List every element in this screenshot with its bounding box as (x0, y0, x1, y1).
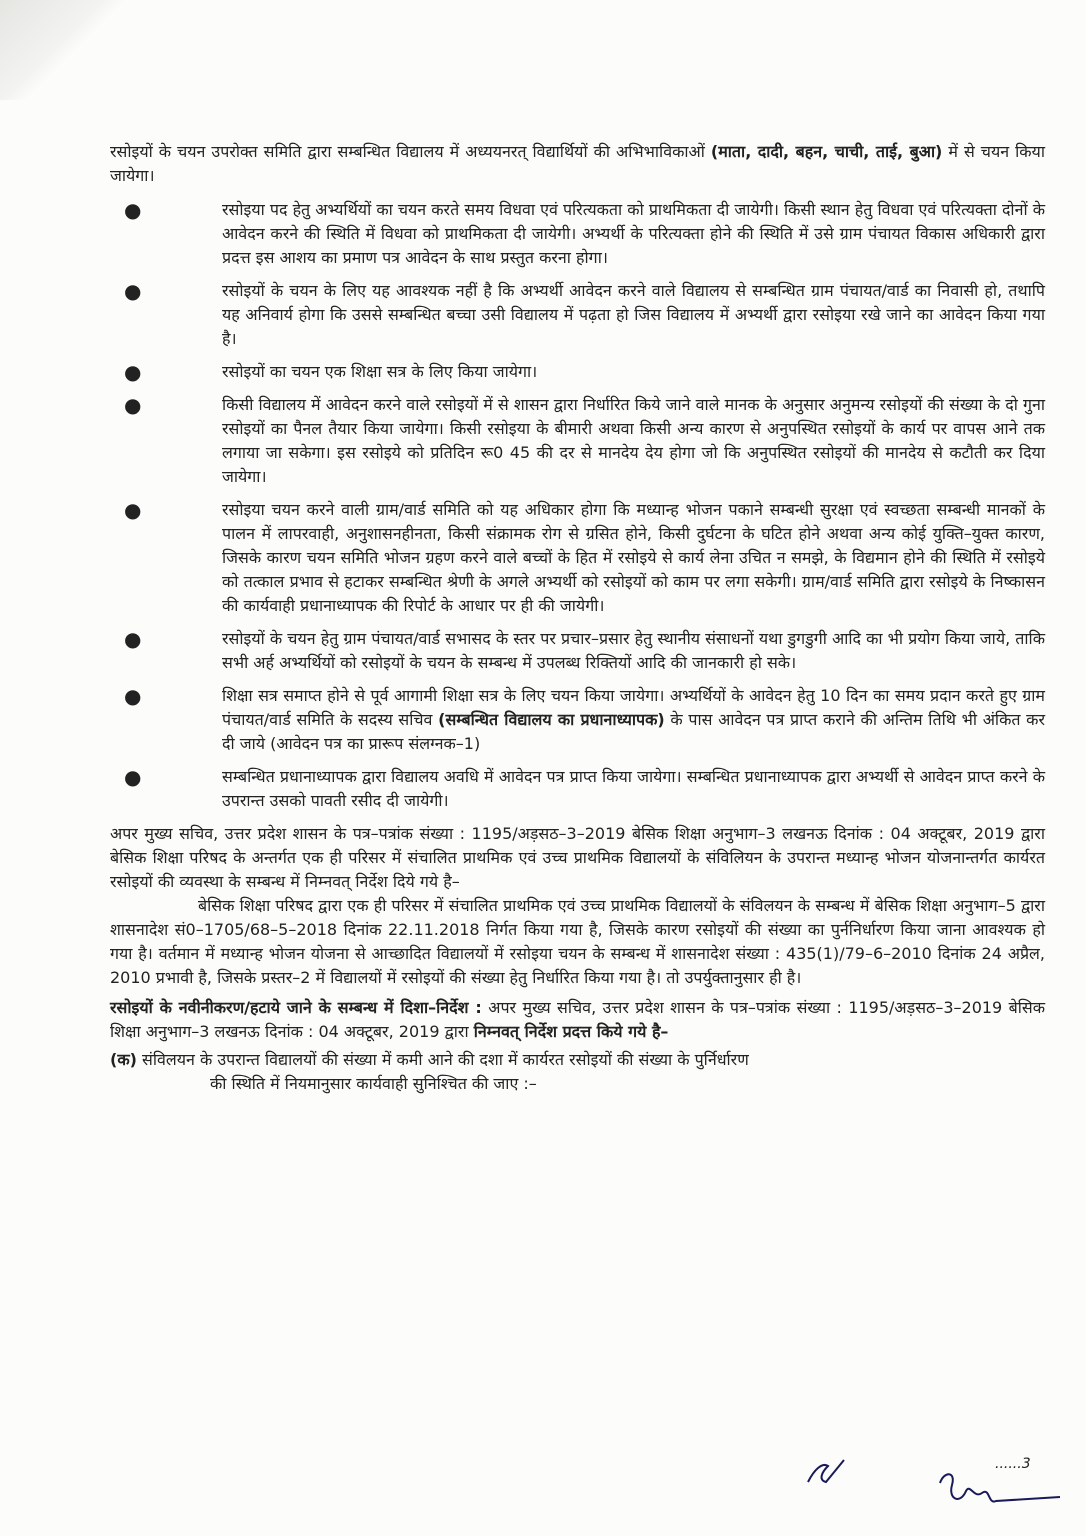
bullet-icon: ● (124, 360, 142, 384)
bullet-icon: ● (124, 393, 142, 417)
bullet-item: ● रसोइयों के चयन के लिए यह आवश्यक नहीं है कि अभ्यर्थी आवेदन करने वाले विद्यालय से सम्बन्धित ग्राम पंचायत/वार्ड का निवासी हो, तथापि यह अनिवार्य होगा कि उससे सम्बन्धित बच्चा उसी विद्यालय में पढ़ता हो जिस विद्यालय में अभ्यर्थी द्वारा रसोइया रखे जाने का आवेदन किया गया है। (124, 279, 1045, 348)
scan-corner-fold (0, 0, 130, 100)
paragraph-merger: बेसिक शिक्षा परिषद द्वारा एक ही परिसर में संचालित प्राथमिक एवं उच्च प्राथमिक विद्यालयों के संविलयन के सम्बन्ध में बेसिक शिक्षा अनुभाग–5 द्वारा शासनादेश सं0–1705/68–5–2018 दिनांक 22.11.2018 निर्गत किया गया है, जिसके कारण रसोइयों की संख्या का पुर्ननिर्धारण किया जाना आवश्यक हो गया है। वर्तमान में मध्यान्ह भोजन योजना से आच्छादित विद्यालयों में रसोइया चयन के सम्बन्ध में शासनादेश संख्या : 435(1)/79–6–2010 दिनांक 24 अप्रैल, 2010 प्रभावी है, जिसके प्रस्तर–2 में विद्यालयों में रसोइयों की संख्या हेतु निर्धारित किया गया है। तो उपर्युक्तानुसार ही है। (110, 896, 1045, 987)
bullet-item: ● रसोइयों का चयन एक शिक्षा सत्र के लिए किया जायेगा। (124, 360, 538, 384)
bullet-icon: ● (124, 498, 142, 522)
bullet-item: ● सम्बन्धित प्रधानाध्यापक द्वारा विद्यालय अवधि में आवेदन पत्र प्राप्त किया जायेगा। सम्बन्धित प्रधानाध्यापक द्वारा अभ्यर्थी से आवेदन प्राप्त करने के उपरान्त उसको पावती रसीद दी जायेगी। (124, 765, 1045, 810)
paragraph-directive: अपर मुख्य सचिव, उत्तर प्रदेश शासन के पत्र–पत्रांक संख्या : 1195/अड़सठ–3–2019 बेसिक शिक्षा अनुभाग–3 लखनऊ दिनांक : 04 अक्टूबर, 2019 द्वारा बेसिक शिक्षा परिषद के अन्तर्गत एक ही परिसर में संचालित प्राथमिक एवं उच्च प्राथमिक विद्यालयों के संविलियन के उपरान्त मध्यान्ह भोजन योजनान्तर्गत कार्यरत रसोइयों की व्यवस्था के सम्बन्ध में निम्नवत् निर्देश दिये गये है– (110, 824, 1045, 891)
bullet-item: ● शिक्षा सत्र समाप्त होने से पूर्व आगामी शिक्षा सत्र के लिए चयन किया जायेगा। अभ्यर्थियों के आवेदन हेतु 10 दिन का समय प्रदान करते हुए ग्राम पंचायत/वार्ड समिति के सदस्य सचिव (सम्बन्धित विद्यालय का प्रधानाध्यापक) के पास आवेदन पत्र प्राप्त कराने की अन्तिम तिथि भी अंकित कर दी जाये (आवेदन पत्र का प्रारूप संलग्नक–1) (124, 684, 1045, 753)
bullet-icon: ● (124, 765, 142, 789)
item-k: (क) संविलयन के उपरान्त विद्यालयों की संख्या में कमी आने की दशा में कार्यरत रसोइयों की संख्या के पुर्निर्धारण की स्थिति में नियमानुसार कार्यवाही सुनिश्चित की जाए :– (110, 1050, 749, 1093)
bullet-item: ● रसोइया पद हेतु अभ्यर्थियों का चयन करते समय विधवा एवं परित्यकता को प्राथमिकता दी जायेगी। किसी स्थान हेतु विधवा एवं परित्यक्ता दोनों के आवेदन करने की स्थिति में विधवा को प्राथमिकता दी जायेगी। अभ्यर्थी के परित्यक्ता होने की स्थिति में उसे ग्राम पंचायत विकास अधिकारी द्वारा प्रदत्त इस आशय का प्रमाण पत्र आवेदन के साथ प्रस्तुत करना होगा। (124, 198, 1045, 267)
section-heading: रसोइयों के नवीनीकरण/हटाये जाने के सम्बन्ध में दिशा–निर्देश : (110, 998, 482, 1017)
bullet-icon: ● (124, 627, 142, 651)
initials-signature (800, 1452, 850, 1492)
bullet-icon: ● (124, 198, 142, 222)
bullet-icon: ● (124, 684, 142, 708)
bullet-item: ● किसी विद्यालय में आवेदन करने वाले रसोइयों में से शासन द्वारा निर्धारित किये जाने वाले मानक के अनुसार अनुमन्य रसोइयों की संख्या के दो गुना रसोइयों का पैनल तैयार किया जायेगा। किसी रसोइया के बीमारी अथवा किसी अन्य कारण से अनुपस्थित रसोइयों के कार्य पर वापस आने तक लगाया जा सकेगा। इस रसोइये को प्रतिदिन रू0 45 की दर से मानदेय देय होगा जो कि अनुपस्थित रसोइयों की मानदेय से कटौती कर दिया जायेगा। (124, 393, 1045, 486)
intro-paragraph: रसोइयों के चयन उपरोक्त समिति द्वारा सम्बन्धित विद्यालय में अध्ययनरत् विद्यार्थियों की अभिभाविकाओं (माता, दादी, बहन, चाची, ताई, बुआ) में से चयन किया जायेगा। (110, 142, 1045, 185)
paragraph-renewal-guidelines: रसोइयों के नवीनीकरण/हटाये जाने के सम्बन्ध में दिशा–निर्देश : अपर मुख्य सचिव, उत्तर प्रदेश शासन के पत्र–पत्रांक संख्या : 1195/अड़सठ–3–2019 बेसिक शिक्षा अनुभाग–3 लखनऊ दिनांक : 04 अक्टूबर, 2019 द्वारा निम्नवत् निर्देश प्रदत्त किये गये है– (110, 998, 1045, 1041)
page-number: ......3 (995, 1456, 1031, 1472)
document-body (110, 140, 1045, 1096)
bullet-icon: ● (124, 279, 142, 303)
signature (930, 1465, 1070, 1515)
bullet-item: ● रसोइयों के चयन हेतु ग्राम पंचायत/वार्ड सभासद के स्तर पर प्रचार–प्रसार हेतु स्थानीय संसाधनों यथा डुगडुगी आदि का भी प्रयोग किया जाये, ताकि सभी अर्ह अभ्यर्थियों को रसोइयों के चयन के सम्बन्ध में उपलब्ध रिक्तियों आदि की जानकारी हो सके। (124, 627, 1045, 672)
bullet-item: ● रसोइया चयन करने वाली ग्राम/वार्ड समिति को यह अधिकार होगा कि मध्यान्ह भोजन पकाने सम्बन्धी सुरक्षा एवं स्वच्छता सम्बन्धी मानकों के पालन में लापरवाही, अनुशासनहीनता, किसी संक्रामक रोग से ग्रसित होने, किसी दुर्घटना के घटित होने अथवा अन्य कोई युक्ति–युक्त कारण, जिसके कारण चयन समिति भोजन ग्रहण करने वाले बच्चों के हित में रसोइये से कार्य लेना उचित न समझे, के विद्यमान होने की स्थिति में रसोइये को तत्काल प्रभाव से हटाकर सम्बन्धित श्रेणी के अगले अभ्यर्थी को रसोइयों को काम पर लगा सकेगी। ग्राम/वार्ड समिति द्वारा रसोइये के निष्कासन की कार्यवाही प्रधानाध्यापक की रिपोर्ट के आधार पर ही की जायेगी। (124, 498, 1045, 615)
